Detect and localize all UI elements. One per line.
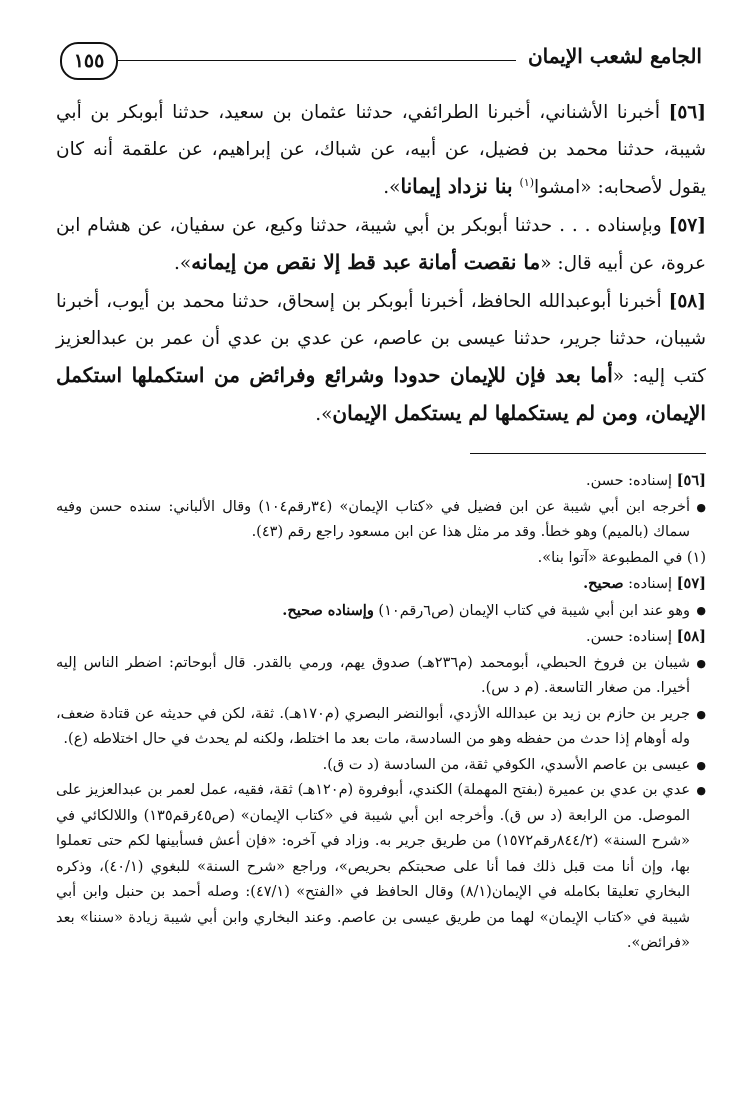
hadith-text-end: ». (315, 404, 333, 425)
hadith-number: [٥٨] (668, 291, 706, 312)
hadith-57 (56, 207, 706, 282)
running-title: الجامع لشعب الإيمان (527, 44, 702, 68)
page-number: ١٥٥ (73, 50, 105, 72)
hadith-text: أخبرنا أبوعبدالله الحافظ، أخبرنا أبوبكر بن إسحاق، حدثنا محمد بن أيوب، أخبرنا شيبان، حدثنا جرير، حدثنا عيسى بن عاصم، عن عدي بن عدي أن عمر بن عبدالعزيز كتب إليه: « (56, 291, 706, 387)
footnote-separator (470, 453, 706, 454)
page-number-badge (60, 42, 118, 80)
hadith-text: أخبرنا الأشناني، أخبرنا الطرائفي، حدثنا عثمان بن سعيد، حدثنا أبوبكر بن أبي شيبة، حدثنا محمد بن فضيل، عن أبيه، عن شباك، عن إبراهيم، عن علقمة أنه كان يقول لأصحابه: «امشوا (56, 102, 706, 198)
header-rule (116, 60, 516, 61)
hadith-number: [٥٧] (668, 215, 706, 236)
hadith-text: وبإسناده . . . حدثنا أبوبكر بن أبي شيبة، حدثنا وكيع، عن سفيان، عن هشام ابن عروة، عن أبيه قال: « (56, 215, 706, 274)
note-grade: إسناده: حسن. (585, 473, 677, 489)
note-bullet (56, 598, 706, 625)
note-head-57 (56, 571, 706, 598)
note-number: [٥٨] (676, 628, 706, 645)
note-bullet-text: وهو عند ابن أبي شيبة في كتاب الإيمان (ص٦رقم١٠) (373, 602, 690, 619)
narrator-note-adi: ● عدي بن عدي بن عميرة (بفتح المهملة) الكندي، أبوفروة (م١٢٠هـ) ثقة، فقيه، عمل لعمر بن عبدالعزيز على الموصل. من الرابعة (د س ق). وأخرجه ابن أبي شيبة في «كتاب الإيمان» (ص٤٥رقم١٣٥) واللالكائي في «شرح السنة» (٨٤٤/٢رقم١٥٧٢) من طريق جرير به. وزاد في آخره: «فإن أعش فسأبينها لكم حتى تعملوا بها، وإن أنا مت قبل ذلك فما أنا على صحبتكم بحريص»، وراجع «شرح السنة» للبغوي (٤٠/١)، وذكره البخاري تعليقا بكامله في الإيمان(٨/١) وقال الحافظ في «الفتح» (٤٧/١): وصله أحمد بن حنبل وابن أبي شيبة في «كتاب الإيمان» لهما من طريق عيسى بن عاصم. وعند البخاري وابن أبي شيبة زيادة «سننا» بعد «فرائض». (56, 778, 706, 957)
hadith-quote: أما بعد فإن للإيمان حدودا وشرائع وفرائض من استكملها استكمل الإيمان، ومن لم يستكملها لم يستكمل الإيمان (56, 363, 706, 425)
narrator-note-shayban: ● شيبان بن فروخ الحبطي، أبومحمد (م٢٣٦هـ) صدوق يهم، ورمي بالقدر. قال أبوحاتم: اضطر الناس إليه أخيرا. من صغار التاسعة. (م د س). (56, 651, 706, 702)
note-number: [٥٧] (676, 575, 706, 592)
hadith-58 (56, 283, 706, 433)
hadith-number: [٥٦] (668, 102, 706, 123)
narrator-note-jarir: ● جرير بن حازم بن زيد بن عبدالله الأزدي، أبوالنضر البصري (م١٧٠هـ). ثقة، لكن في حديثه عن قتادة ضعف، وله أوهام إذا حدث من حفظه وهو من السادسة، مات بعد ما اختلط، ولكنه لم يحدث في حال اختلاطه (ع). (56, 702, 706, 753)
page-header (56, 36, 706, 86)
note-bullet: ● أخرجه ابن أبي شيبة عن ابن فضيل في «كتاب الإيمان» (٣٤رقم١٠٤) وقال الألباني: سنده حسن وفيه سماك (بالميم) وهو خطأ. وقد مر مثل هذا عن ابن مسعود راجع رقم (٤٣). (56, 495, 706, 546)
note-grade-value: صحيح. (583, 575, 624, 592)
note-grade-label: إسناده: (623, 576, 677, 592)
note-head-56 (56, 468, 706, 495)
hadith-quote: ما نقصت أمانة عبد قط إلا نقص من إيمانه (191, 250, 541, 274)
narrator-note-isa: ● عيسى بن عاصم الأسدي، الكوفي ثقة، من السادسة (د ت ق). (56, 753, 706, 779)
note-bullet-bold: وإسناده صحيح. (282, 601, 374, 619)
hadith-56 (56, 94, 706, 206)
note-variant: (١) في المطبوعة «آتوا بنا». (537, 549, 706, 566)
note-head-58 (56, 624, 706, 651)
main-text (56, 94, 706, 433)
hadith-text-end: ». (174, 253, 192, 274)
hadith-text-end: ». (383, 177, 401, 198)
note-grade: إسناده: حسن. (585, 629, 677, 645)
hadith-quote: بنا نزداد إيمانا (400, 174, 520, 198)
book-page (56, 36, 706, 1076)
note-number: [٥٦] (676, 472, 706, 489)
footnote-marker: (١) (519, 175, 535, 189)
footnotes (56, 468, 706, 957)
